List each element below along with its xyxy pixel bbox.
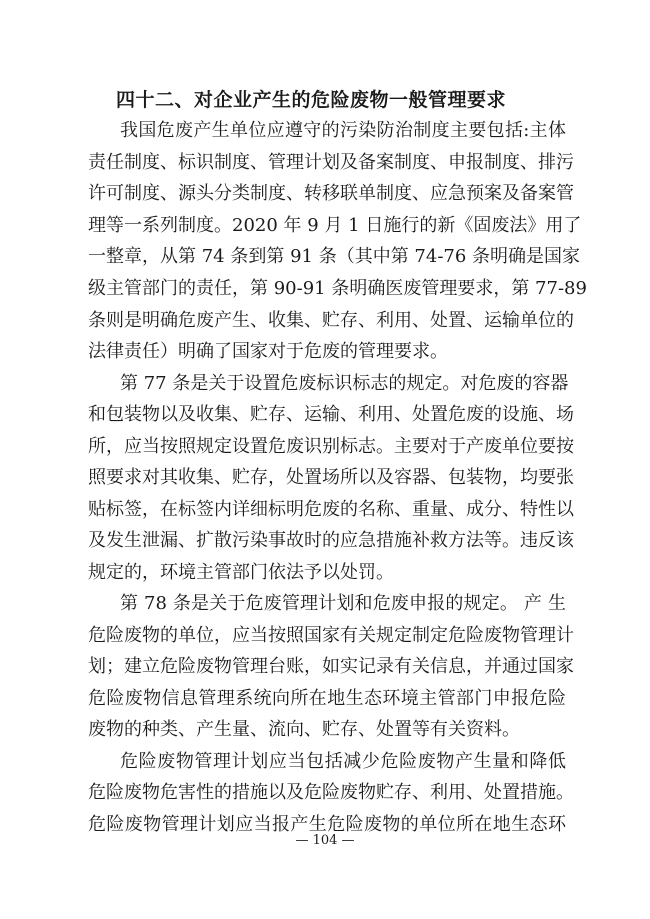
paragraph-1-line-4: 理等一系列制度。2020 年 9 月 1 日施行的新《固废法》用了	[88, 215, 582, 236]
paragraph-3-line-2: 危险废物的单位，应当按照国家有关规定制定危险废物管理计	[88, 625, 574, 646]
paragraph-2-line-2: 和包装物以及收集、贮存、运输、利用、处置危废的设施、场	[88, 404, 574, 425]
paragraph-1-line-8: 法律责任）明确了国家对于危废的管理要求。	[88, 341, 448, 362]
paragraph-4-line-3: 危险废物管理计划应当报产生危险废物的单位所在地生态环	[88, 814, 566, 835]
section-heading: 四十二、对企业产生的危险废物一般管理要求	[116, 89, 507, 111]
paragraph-2-line-4: 照要求对其收集、贮存，处置场所以及容器、包装物，均要张	[88, 467, 574, 488]
paragraph-1-line-7: 条则是明确危废产生、收集、贮存、利用、处置、运输单位的	[88, 310, 574, 331]
paragraph-2-line-7: 规定的，环境主管部门依法予以处罚。	[88, 562, 394, 583]
paragraph-4-line-2: 危险废物危害性的措施以及危险废物贮存、利用、处置措施。	[88, 782, 574, 803]
paragraph-3-line-1: 第 78 条是关于危废管理计划和危废申报的规定。 产 生	[120, 593, 566, 614]
paragraph-1-line-1: 我国危废产生单位应遵守的污染防治制度主要包括:主体	[120, 120, 566, 141]
paragraph-2-line-1: 第 77 条是关于设置危废标识标志的规定。对危废的容器	[120, 373, 569, 394]
page-number: — 104 —	[295, 833, 355, 848]
paragraph-4-line-1: 危险废物管理计划应当包括减少危险废物产生量和降低	[120, 751, 566, 772]
paragraph-1-line-3: 许可制度、源头分类制度、转移联单制度、应急预案及备案管	[88, 183, 574, 204]
paragraph-1-line-6: 级主管部门的责任，第 90-91 条明确医废管理要求，第 77-89	[88, 278, 587, 299]
paragraph-2-line-5: 贴标签，在标签内详细标明危废的名称、重量、成分、特性以	[88, 499, 574, 520]
paragraph-3-line-3: 划；建立危险废物管理台账，如实记录有关信息，并通过国家	[88, 656, 574, 677]
paragraph-2-line-6: 及发生泄漏、扩散污染事故时的应急措施补救方法等。违反该	[88, 530, 574, 551]
paragraph-1-line-5: 一整章，从第 74 条到第 91 条（其中第 74-76 条明确是国家	[88, 246, 581, 267]
paragraph-2-line-3: 所，应当按照规定设置危废识别标志。主要对于产废单位要按	[88, 436, 574, 457]
paragraph-1-line-2: 责任制度、标识制度、管理计划及备案制度、申报制度、排污	[88, 152, 574, 173]
paragraph-3-line-4: 危险废物信息管理系统向所在地生态环境主管部门申报危险	[88, 688, 566, 709]
paragraph-3-line-5: 废物的种类、产生量、流向、贮存、处置等有关资料。	[88, 719, 520, 740]
